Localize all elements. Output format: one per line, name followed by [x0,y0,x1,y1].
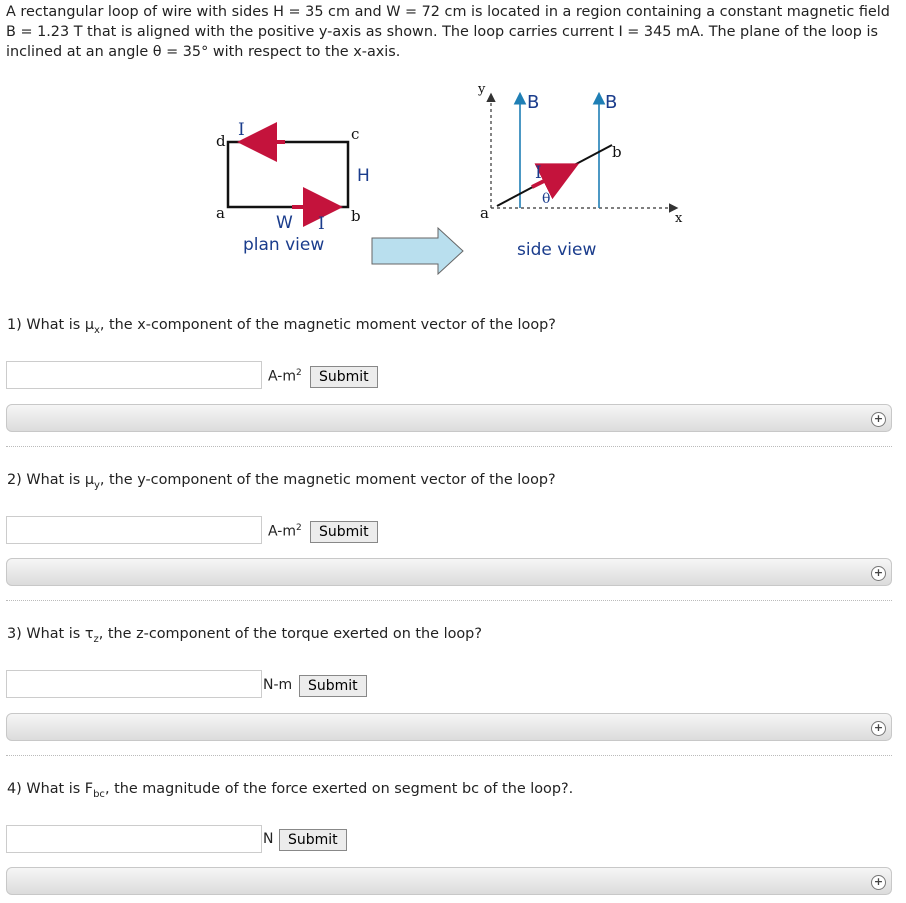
question-4: 4) What is $F_{bc}$, the magnitude of the force exerted on segment bc of the loop?. [7,781,574,800]
answer-input-4[interactable] [6,825,262,853]
corner-a-label: a [216,204,225,222]
height-label: H [357,166,370,186]
submit-button-3[interactable]: Submit [299,675,367,697]
block-arrow [372,228,463,274]
submit-button-4[interactable]: Submit [279,829,347,851]
plan-view [216,120,370,255]
side-corner-b-label: b [612,143,622,161]
corner-b-label: b [351,207,361,225]
side-view [477,82,683,260]
answer-input-3[interactable] [6,670,262,698]
loop-diagram [0,75,906,275]
question-3: 3) What is $\tau_z$, the z-component of the torque exerted on the loop? [7,626,482,645]
y-axis-label: y [478,82,486,97]
separator [6,600,892,601]
answer-input-2[interactable] [6,516,262,544]
plus-circle-icon[interactable]: + [871,566,886,581]
b-field-label-left: B [527,92,540,113]
question-1: 1) What is $\mu_x$, the x-component of the magnetic moment vector of the loop? [7,317,556,336]
plus-circle-icon[interactable]: + [871,875,886,890]
unit-label-3: N-m [263,677,293,693]
hint-bar-2[interactable] [6,558,892,586]
unit-label-4: N [263,831,274,847]
unit-label-2: $A-m^2$ [268,523,302,540]
intro-line-1: A rectangular loop of wire with sides H = 35 cm and W = 72 cm is located in a region containing a constant magnetic field [6,4,890,20]
question-2: 2) What is $\mu_y$, the y-component of the magnetic moment vector of the loop? [7,472,556,491]
separator [6,446,892,447]
separator [6,755,892,756]
hint-bar-3[interactable] [6,713,892,741]
loop-rectangle [228,142,348,207]
plus-circle-icon[interactable]: + [871,721,886,736]
submit-button-2[interactable]: Submit [310,521,378,543]
width-label: W [276,213,293,233]
top-current-label: I [238,120,245,140]
plan-view-label: plan view [243,235,325,255]
hint-bar-4[interactable] [6,867,892,895]
answer-input-1[interactable] [6,361,262,389]
theta-label: θ [542,191,551,207]
x-axis-label: x [675,211,683,226]
side-view-label: side view [517,240,597,260]
hint-bar-1[interactable] [6,404,892,432]
corner-c-label: c [351,125,360,143]
intro-line-2: B = 1.23 T that is aligned with the positive y-axis as shown. The loop carries current I = 345 mA. The plane of the loop is [6,24,879,40]
corner-d-label: d [216,132,226,150]
side-corner-a-label: a [480,204,489,222]
problem-statement [6,2,898,62]
intro-line-3: inclined at an angle θ = 35° with respect to the x-axis. [6,44,401,60]
side-current-label: I [535,163,542,183]
unit-label-1: $A-m^2$ [268,368,302,385]
bottom-current-label: I [318,214,325,234]
submit-button-1[interactable]: Submit [310,366,378,388]
b-field-label-right: B [605,92,618,113]
plus-circle-icon[interactable]: + [871,412,886,427]
